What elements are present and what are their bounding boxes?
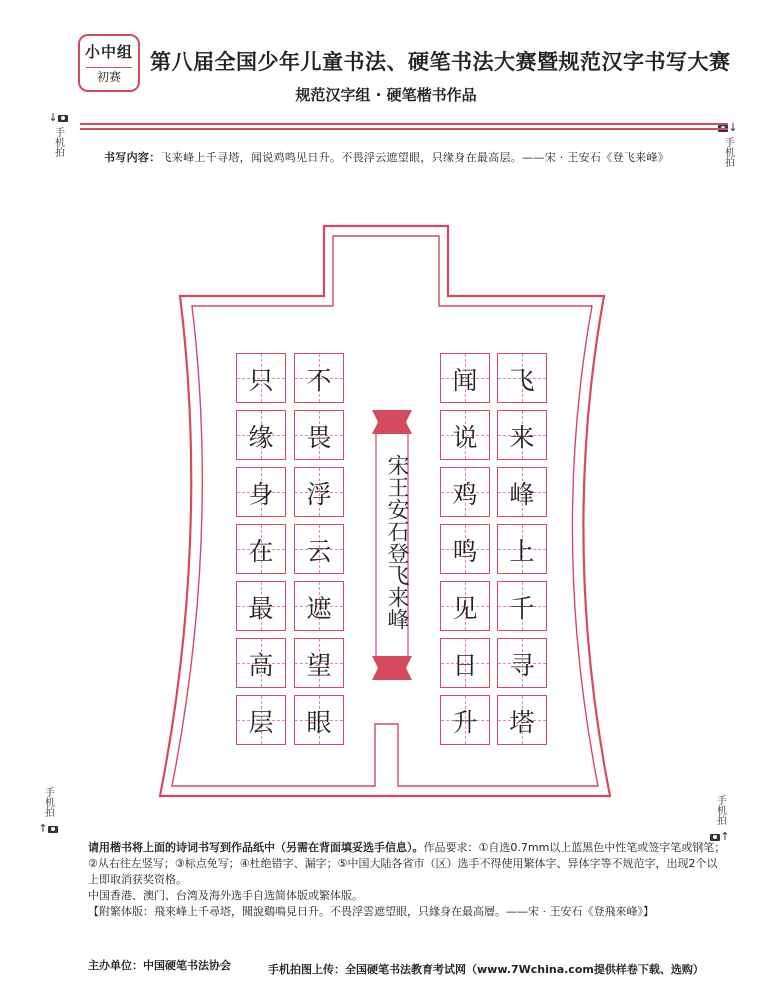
grid-cell <box>294 695 344 745</box>
phone-capture-label: 手机拍 <box>52 127 64 157</box>
arrow-down-icon: ↓ <box>728 121 738 134</box>
grid-cell <box>294 467 344 517</box>
phone-capture-label: 手机拍 <box>714 795 726 825</box>
organizer: 主办单位：中国硬笔书法协会 <box>88 959 231 972</box>
author-signature: 宋王安石登飞来峰 <box>384 454 409 630</box>
round-label: 初赛 <box>96 70 121 84</box>
grid-cell <box>236 581 286 631</box>
arrow-up-icon: ↑ <box>720 830 730 843</box>
grid-char: 不 <box>306 366 332 395</box>
grid-cell <box>236 467 286 517</box>
grid-char: 云 <box>306 537 332 566</box>
writing-content-label: 书写内容： <box>104 151 161 164</box>
grid-char: 望 <box>306 651 332 680</box>
grid-char: 见 <box>452 594 478 623</box>
grid-cell <box>440 695 490 745</box>
arrow-up-icon: ↑ <box>38 822 48 835</box>
writing-content-text: 飞来峰上千寻塔，闻说鸡鸣见日升。不畏浮云遮望眼，只缘身在最高层。——宋 · 王安石《登飞来峰》 <box>160 151 670 164</box>
phone-capture-mark-bottom-right <box>708 792 732 843</box>
grid-char: 鸣 <box>452 537 478 566</box>
grid-char: 在 <box>248 537 274 566</box>
grid-cell <box>440 581 490 631</box>
grid-cell <box>294 524 344 574</box>
grid-char: 说 <box>452 423 478 452</box>
grid-cell <box>497 353 547 403</box>
grid-cell <box>294 638 344 688</box>
author-column <box>374 412 410 674</box>
grid-char: 最 <box>248 594 274 623</box>
instructions-traditional: 【附繁体版：飛來峰上千尋塔，聞說鷄鳴見日升。不畏浮雲遮望眼，只緣身在最高層。——宋 · 王安石《登飛來峰》】 <box>88 905 654 918</box>
grid-cell <box>440 353 490 403</box>
grid-char: 千 <box>509 594 535 623</box>
grid-char: 上 <box>509 537 535 566</box>
grid-char: 鸡 <box>452 480 478 509</box>
grid-char: 飞 <box>509 366 535 395</box>
page-subtitle: 规范汉字组 · 硬笔楷书作品 <box>295 86 477 104</box>
grid-cell <box>440 467 490 517</box>
grid-cell <box>236 638 286 688</box>
instructions-hk-note: 中国香港、澳门、台湾及海外选手自选简体版或繁体版。 <box>88 889 363 902</box>
grid-cell <box>497 695 547 745</box>
grid-cell <box>497 410 547 460</box>
grid-char: 眼 <box>306 708 332 737</box>
grid-cell <box>294 353 344 403</box>
camera-icon <box>48 826 58 833</box>
grid-cell <box>440 410 490 460</box>
phone-capture-label: 手机拍 <box>42 787 54 817</box>
grid-char: 畏 <box>306 423 332 452</box>
grid-char: 遮 <box>306 594 332 623</box>
upload-info: 手机拍图上传：全国硬笔书法教育考试网（www.7Wchina.com提供样卷下载、选购） <box>268 963 704 976</box>
grid-char: 升 <box>452 708 478 737</box>
instructions-req: 作品要求：①自选0.7mm以上蓝黑色中性笔或签字笔或钢笔；②从右往左竖写；③标点免写；④杜绝错字、漏字；⑤中国大陆各省市（区）选手不得使用繁体字、异体字等不规范字，出现2个以上即取消获奖资格。 <box>88 841 726 886</box>
instructions-main: 请用楷书将上面的诗词书写到作品纸中（另需在背面填妥选手信息）。 <box>88 841 424 854</box>
grid-char: 日 <box>452 651 478 680</box>
grid-cell <box>294 581 344 631</box>
grid-char: 层 <box>248 708 274 737</box>
grid-char: 只 <box>248 366 274 395</box>
grid-char: 高 <box>248 651 274 680</box>
arrow-down-icon: ↓ <box>48 111 58 124</box>
grid-char: 身 <box>248 480 274 509</box>
grid-cell <box>497 467 547 517</box>
grid-cell <box>236 695 286 745</box>
grid-cell <box>440 524 490 574</box>
grid-char: 峰 <box>509 480 535 509</box>
grid-char: 来 <box>509 423 535 452</box>
grid-char: 浮 <box>306 480 332 509</box>
grid-char: 寻 <box>509 651 535 680</box>
grid-cell <box>236 353 286 403</box>
page-title: 第八届全国少年儿童书法、硬笔书法大赛暨规范汉字书写大赛 <box>150 49 731 74</box>
group-label: 小中组 <box>84 43 133 61</box>
grid-char: 缘 <box>248 423 274 452</box>
grid-cell <box>294 410 344 460</box>
grid-char: 塔 <box>509 708 535 737</box>
grid-cell <box>236 524 286 574</box>
phone-capture-mark-bottom-left <box>36 784 60 835</box>
phone-capture-label: 手机拍 <box>722 137 734 167</box>
grid-cell <box>236 410 286 460</box>
grid-cell <box>497 524 547 574</box>
instructions-requirements <box>88 840 728 888</box>
instructions <box>88 840 728 920</box>
grid-cell <box>440 638 490 688</box>
grid-cell <box>497 581 547 631</box>
grid-cell <box>497 638 547 688</box>
grid-char: 闻 <box>452 366 478 395</box>
